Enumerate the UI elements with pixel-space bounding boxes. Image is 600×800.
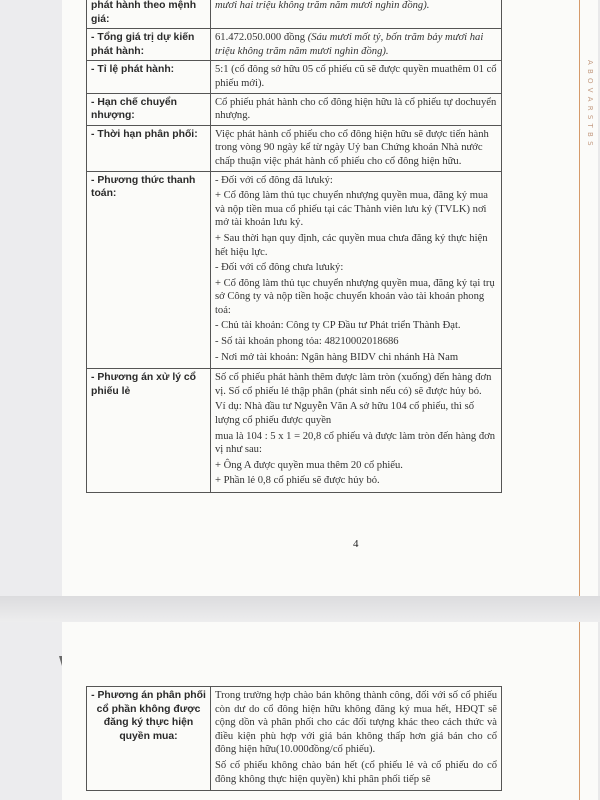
row-label: phát hành theo mệnh giá:	[87, 0, 211, 29]
payment-line: + Sau thời hạn quy định, các quyền mua chưa đăng ký thực hiện hết hiệu lực.	[214, 232, 488, 258]
table-row	[87, 125, 502, 171]
odd-lot-line: + Ông A được quyền mua thêm 20 cổ phiếu.	[214, 459, 403, 471]
table-row	[87, 93, 502, 125]
orange-margin-rule	[579, 0, 580, 596]
payment-line: - Số tài khoản phong tỏa: 48210002018686	[214, 336, 399, 348]
margin-stamp-text: A B O V A R S T B S	[586, 60, 594, 147]
total-value-amount: 61.472.050.000 đồng	[214, 32, 306, 44]
table-row	[87, 171, 502, 369]
distribution-line: Số cổ phiếu không chào bán hết (cổ phiếu lẻ và cổ phiếu do cổ đông không thực hiện quyền) khi phân phối tiếp sẽ	[214, 759, 497, 785]
odd-lot-line: mua là 104 : 5 x 1 = 20,8 cổ phiếu và được làm tròn đến hàng đơn vị như sau:	[214, 430, 496, 456]
row-label: - Phương thức thanh toán:	[87, 171, 211, 369]
left-margin-bottom	[0, 622, 62, 800]
payment-line: - Nơi mở tài khoản: Ngân hàng BIDV chi nhánh Hà Nam	[214, 351, 459, 363]
table-row	[87, 687, 502, 791]
row-label: - Tỉ lệ phát hành:	[87, 61, 211, 93]
table-row	[87, 61, 502, 93]
row-value	[210, 171, 501, 369]
payment-line: + Cổ đông làm thủ tục chuyển nhượng quyền mua, đăng ký mua và nộp tiền mua cổ phiếu tại các Thành viên lưu ký (TVLK) nơi mở tài khoản lưu ký.	[214, 190, 488, 229]
document-page-5	[62, 622, 598, 800]
odd-lot-line: + Phần lẻ 0,8 cổ phiếu sẽ được hủy bỏ.	[214, 475, 380, 487]
row-label: - Tổng giá trị dự kiến phát hành:	[87, 29, 211, 61]
row-value	[210, 29, 501, 61]
payment-line: + Cổ đông làm thủ tục chuyển nhượng quyền mua, đăng ký tại trụ sở Công ty và nộp tiền hoặc chuyển khoản vào tài khoản phong toả:	[214, 277, 495, 316]
total-value-words: (Sáu mươi mốt tỷ, bốn trăm bảy mươi hai triệu không trăm năm mươi nghìn đồng).	[214, 32, 484, 57]
table-row	[87, 369, 502, 493]
row-label: - Thời hạn phân phối:	[87, 125, 211, 171]
row-value: mươi hai triệu không trăm năm mươi nghìn đồng).	[210, 0, 501, 29]
row-label: - Phương án xử lý cổ phiếu lẻ	[87, 369, 211, 493]
orange-margin-rule	[579, 622, 580, 800]
row-value: 5:1 (cổ đông sở hữu 05 cổ phiếu cũ sẽ được quyền muathêm 01 cổ phiếu mới).	[210, 61, 501, 93]
odd-lot-line: Ví dụ: Nhà đầu tư Nguyễn Văn A sở hữu 104 cổ phiếu, thì số lượng cổ phiếu được quyền	[214, 401, 475, 427]
payment-line: - Đối với cổ đông đã lưuký:	[214, 174, 333, 186]
row-value	[210, 687, 501, 791]
table-row	[87, 0, 502, 29]
row-value: Việc phát hành cổ phiếu cho cổ đông hiện hữu sẽ được tiến hành trong vòng 90 ngày kể từ ngày Uỷ ban Chứng khoán Nhà nước chấp thuận việc phát hành cổ phiếu cho cổ đông hiện hữu.	[210, 125, 501, 171]
row-value: Cổ phiếu phát hành cho cổ đông hiện hữu là cổ phiếu tự dochuyển nhượng.	[210, 93, 501, 125]
row-label: - Hạn chế chuyển nhượng:	[87, 93, 211, 125]
distribution-table	[86, 686, 502, 791]
table-row	[87, 29, 502, 61]
issuance-terms-table	[86, 0, 502, 493]
odd-lot-line: Số cổ phiếu phát hành thêm được làm tròn (xuống) đến hàng đơn vị. Số cổ phiếu lẻ thập phân (phát sinh nếu có) sẽ được hủy bỏ.	[214, 372, 492, 397]
distribution-line: Trong trường hợp chào bán không thành công, đối với số cổ phiếu còn dư do cổ đông hiện hữu không đăng ký mua hết, HĐQT sẽ cộng dồn và phân phối cho các đối tượng khác theo cách thức và điều kiện phù hợp với giá bán không thấp hơn giá bán cho cổ đông hiện hữu(10.000đồng/cổ phiếu).	[214, 690, 497, 756]
row-label: - Phương án phân phối cổ phần không được đăng ký thực hiện quyền mua:	[87, 687, 211, 791]
document-page-4	[62, 0, 598, 596]
row-value	[210, 369, 501, 493]
left-margin-top	[0, 0, 62, 596]
page-gap	[0, 596, 600, 622]
payment-line: - Đối với cổ đông chưa lưuký:	[214, 262, 344, 274]
page-number: 4	[353, 538, 359, 550]
payment-line: - Chủ tài khoản: Công ty CP Đầu tư Phát triển Thành Đạt.	[214, 320, 461, 332]
